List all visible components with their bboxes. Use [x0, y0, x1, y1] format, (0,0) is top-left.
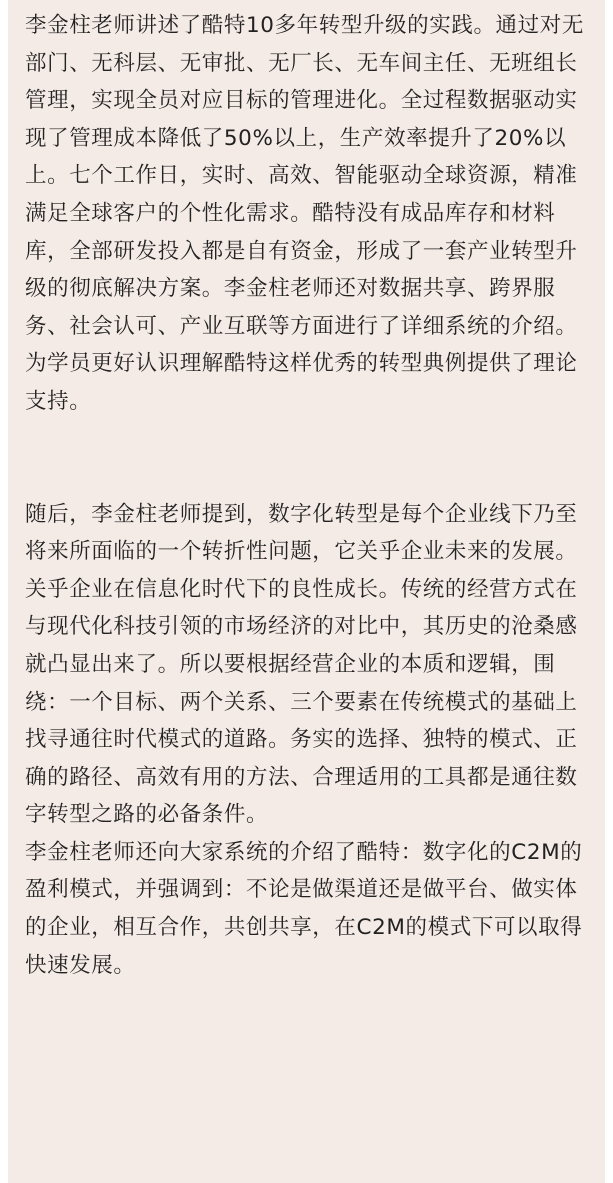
paragraph-spacer	[25, 421, 591, 496]
article-panel	[8, 0, 605, 1183]
paragraph-digital-transformation: 随后，李金柱老师提到，数字化转型是每个企业线下乃至将来所面临的一个转折性问题，它关乎企业未来的发展。关乎企业在信息化时代下的良性成长。传统的经营方式在与现代化科技引领的市场经济的对比中，其历史的沧桑感就凸显出来了。所以要根据经营企业的本质和逻辑，围绕：一个目标、两个关系、三个要素在传统模式的基础上找寻通往时代模式的道路。务实的选择、独特的模式、正确的路径、高效有用的方法、合理适用的工具都是通往数字转型之路的必备条件。	[25, 501, 578, 828]
paragraph-c2m-model: 李金柱老师还向大家系统的介绍了酷特：数字化的C2M的盈利模式，并强调到：不论是做渠道还是做平台、做实体的企业，相互合作，共创共享，在C2M的模式下可以取得快速发展。	[25, 839, 583, 978]
paragraph-kute-practice: 李金柱老师讲述了酷特10多年转型升级的实践。通过对无部门、无科层、无审批、无厂长、无车间主任、无班组长管理，实现全员对应目标的管理进化。全过程数据驱动实现了管理成本降低了50%以上，生产效率提升了20%以上。七个工作日，实时、高效、智能驱动全球资源，精准满足全球客户的个性化需求。酷特没有成品库存和材料库，全部研发投入都是自有资金，形成了一套产业转型升级的彻底解决方案。李金柱老师还对数据共享、跨界服务、社会认可、产业互联等方面进行了详细系统的介绍。为学员更好认识理解酷特这样优秀的转型典例提供了理论支持。	[25, 13, 584, 414]
